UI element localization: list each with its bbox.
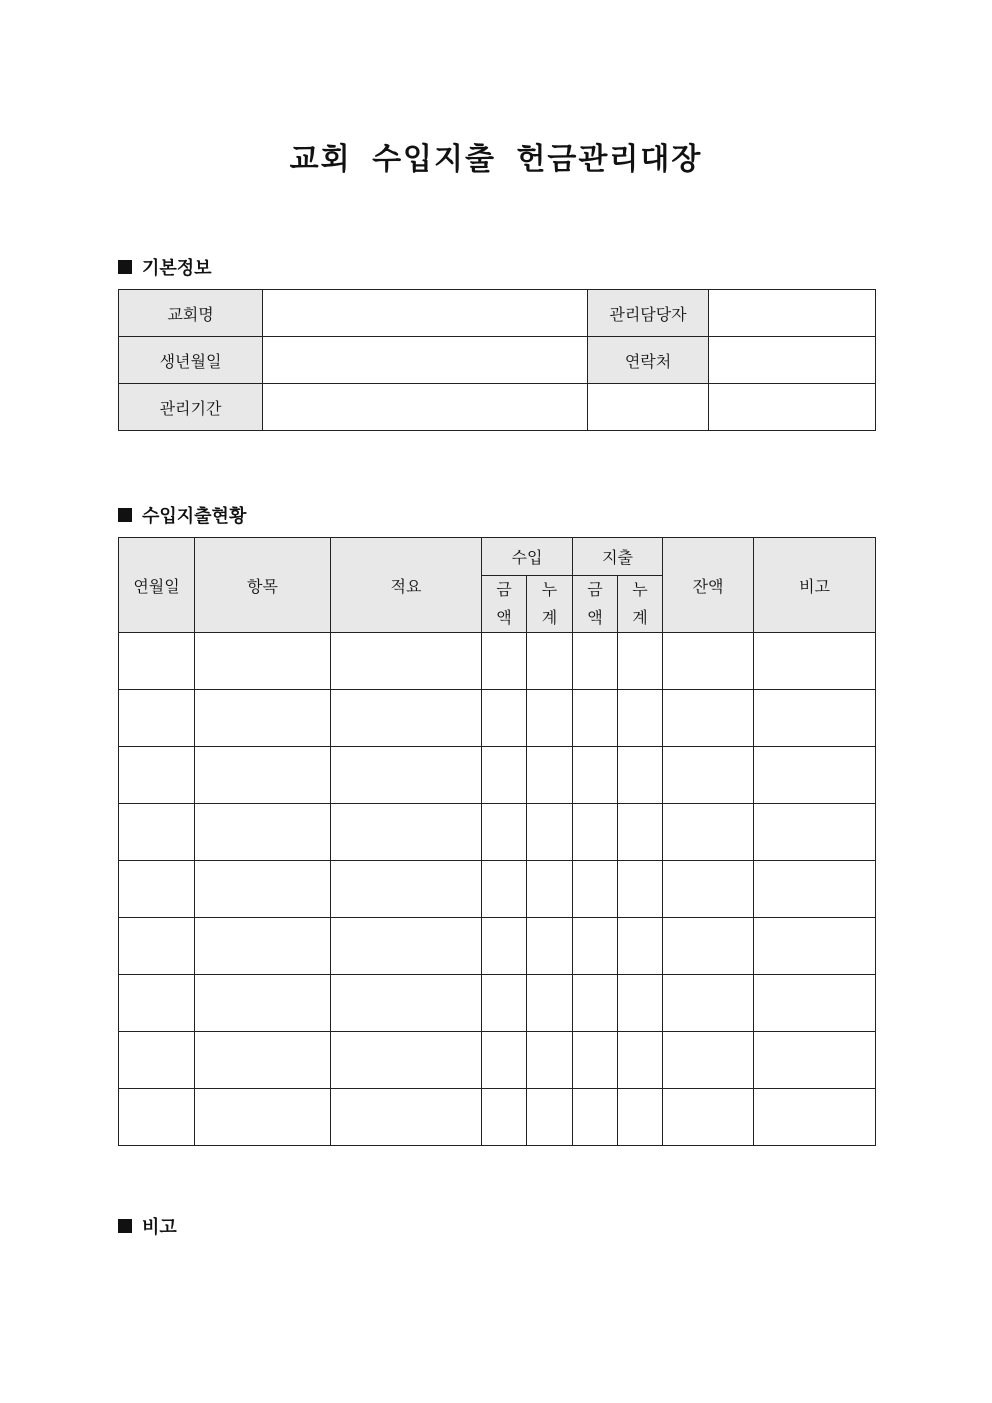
period-label: 관리기간 xyxy=(119,384,263,431)
description-cell[interactable] xyxy=(331,690,482,747)
balance-cell[interactable] xyxy=(663,861,754,918)
expense-amount-cell[interactable] xyxy=(573,747,618,804)
income-cumulative-cell[interactable] xyxy=(527,861,573,918)
date-cell[interactable] xyxy=(119,861,195,918)
table-row xyxy=(119,975,876,1032)
table-row xyxy=(119,918,876,975)
table-row xyxy=(119,861,876,918)
manager-field[interactable] xyxy=(709,290,876,337)
expense-cumulative-cell[interactable] xyxy=(618,918,663,975)
table-row xyxy=(119,690,876,747)
contact-field[interactable] xyxy=(709,337,876,384)
date-cell[interactable] xyxy=(119,1089,195,1146)
remarks-header: 비고 xyxy=(754,538,876,633)
expense-amount-cell[interactable] xyxy=(573,690,618,747)
description-cell[interactable] xyxy=(331,804,482,861)
income-amount-cell[interactable] xyxy=(482,690,527,747)
table-row xyxy=(119,747,876,804)
remarks-cell[interactable] xyxy=(754,975,876,1032)
expense-cumulative-cell[interactable] xyxy=(618,1032,663,1089)
balance-cell[interactable] xyxy=(663,804,754,861)
income-amount-cell[interactable] xyxy=(482,1032,527,1089)
manager-label: 관리담당자 xyxy=(588,290,709,337)
income-cumulative-cell[interactable] xyxy=(527,1089,573,1146)
page-title: 교회 수입지출 헌금관리대장 xyxy=(289,142,703,177)
expense-cumulative-cell[interactable] xyxy=(618,1089,663,1146)
date-header: 연월일 xyxy=(119,538,195,633)
description-cell[interactable] xyxy=(331,747,482,804)
expense-amount-cell[interactable] xyxy=(573,918,618,975)
expense-amount-header: 금액 xyxy=(573,576,618,633)
date-cell[interactable] xyxy=(119,1032,195,1089)
balance-cell[interactable] xyxy=(663,918,754,975)
income-cumulative-header: 누계 xyxy=(527,576,573,633)
remarks-cell[interactable] xyxy=(754,804,876,861)
date-cell[interactable] xyxy=(119,975,195,1032)
income-amount-cell[interactable] xyxy=(482,747,527,804)
income-amount-header: 금액 xyxy=(482,576,527,633)
income-cumulative-cell[interactable] xyxy=(527,975,573,1032)
expense-cumulative-cell[interactable] xyxy=(618,975,663,1032)
ledger-heading xyxy=(118,502,246,528)
item-cell[interactable] xyxy=(195,747,331,804)
income-cumulative-cell[interactable] xyxy=(527,633,573,690)
balance-cell[interactable] xyxy=(663,690,754,747)
remarks-heading-label: 비고 xyxy=(142,1217,177,1238)
remarks-cell[interactable] xyxy=(754,918,876,975)
expense-cumulative-cell[interactable] xyxy=(618,747,663,804)
ledger-heading-label: 수입지출현황 xyxy=(142,506,247,527)
description-cell[interactable] xyxy=(331,633,482,690)
item-cell[interactable] xyxy=(195,1032,331,1089)
contact-label: 연락처 xyxy=(588,337,709,384)
income-cumulative-cell[interactable] xyxy=(527,804,573,861)
expense-amount-cell[interactable] xyxy=(573,804,618,861)
item-cell[interactable] xyxy=(195,918,331,975)
period-field[interactable] xyxy=(263,384,588,431)
description-cell[interactable] xyxy=(331,1032,482,1089)
description-cell[interactable] xyxy=(331,1089,482,1146)
square-bullet-icon xyxy=(118,260,132,274)
balance-cell[interactable] xyxy=(663,1089,754,1146)
expense-cumulative-cell[interactable] xyxy=(618,633,663,690)
basic-info-table xyxy=(118,289,876,431)
expense-cumulative-cell[interactable] xyxy=(618,861,663,918)
date-cell[interactable] xyxy=(119,747,195,804)
expense-amount-cell[interactable] xyxy=(573,1089,618,1146)
balance-cell[interactable] xyxy=(663,747,754,804)
table-row xyxy=(119,1032,876,1089)
description-cell[interactable] xyxy=(331,975,482,1032)
item-cell[interactable] xyxy=(195,804,331,861)
balance-cell[interactable] xyxy=(663,633,754,690)
date-cell[interactable] xyxy=(119,633,195,690)
date-cell[interactable] xyxy=(119,918,195,975)
remarks-cell[interactable] xyxy=(754,861,876,918)
expense-header: 지출 xyxy=(573,538,663,576)
church-name-field[interactable] xyxy=(263,290,588,337)
item-cell[interactable] xyxy=(195,1089,331,1146)
table-row xyxy=(119,804,876,861)
remarks-cell[interactable] xyxy=(754,747,876,804)
basic-info-heading-label: 기본정보 xyxy=(142,258,212,279)
birthdate-label: 생년월일 xyxy=(119,337,263,384)
income-amount-cell[interactable] xyxy=(482,861,527,918)
expense-amount-cell[interactable] xyxy=(573,633,618,690)
square-bullet-icon xyxy=(118,1219,132,1233)
remarks-heading xyxy=(118,1213,177,1239)
item-cell[interactable] xyxy=(195,690,331,747)
item-header: 항목 xyxy=(195,538,331,633)
item-cell[interactable] xyxy=(195,633,331,690)
remarks-cell[interactable] xyxy=(754,1089,876,1146)
item-cell[interactable] xyxy=(195,975,331,1032)
income-amount-cell[interactable] xyxy=(482,804,527,861)
income-cumulative-cell[interactable] xyxy=(527,690,573,747)
table-row xyxy=(119,1089,876,1146)
expense-amount-cell[interactable] xyxy=(573,861,618,918)
table-row xyxy=(119,633,876,690)
birthdate-field[interactable] xyxy=(263,337,588,384)
expense-cumulative-header: 누계 xyxy=(618,576,663,633)
balance-cell[interactable] xyxy=(663,975,754,1032)
description-header: 적요 xyxy=(331,538,482,633)
blank-field-cell[interactable] xyxy=(709,384,876,431)
remarks-cell[interactable] xyxy=(754,690,876,747)
expense-amount-cell[interactable] xyxy=(573,975,618,1032)
expense-cumulative-cell[interactable] xyxy=(618,690,663,747)
date-cell[interactable] xyxy=(119,690,195,747)
description-cell[interactable] xyxy=(331,861,482,918)
date-cell[interactable] xyxy=(119,804,195,861)
balance-cell[interactable] xyxy=(663,1032,754,1089)
income-amount-cell[interactable] xyxy=(482,633,527,690)
income-header: 수입 xyxy=(482,538,573,576)
remarks-cell[interactable] xyxy=(754,1032,876,1089)
basic-info-heading xyxy=(118,254,212,280)
church-name-label: 교회명 xyxy=(119,290,263,337)
remarks-cell[interactable] xyxy=(754,633,876,690)
balance-header: 잔액 xyxy=(663,538,754,633)
expense-cumulative-cell[interactable] xyxy=(618,804,663,861)
item-cell[interactable] xyxy=(195,861,331,918)
blank-label-cell[interactable] xyxy=(588,384,709,431)
income-amount-cell[interactable] xyxy=(482,918,527,975)
description-cell[interactable] xyxy=(331,918,482,975)
ledger-table xyxy=(118,537,876,1146)
square-bullet-icon xyxy=(118,508,132,522)
expense-amount-cell[interactable] xyxy=(573,1032,618,1089)
income-cumulative-cell[interactable] xyxy=(527,1032,573,1089)
income-cumulative-cell[interactable] xyxy=(527,918,573,975)
income-amount-cell[interactable] xyxy=(482,1089,527,1146)
income-cumulative-cell[interactable] xyxy=(527,747,573,804)
income-amount-cell[interactable] xyxy=(482,975,527,1032)
ledger-body xyxy=(119,633,876,1146)
